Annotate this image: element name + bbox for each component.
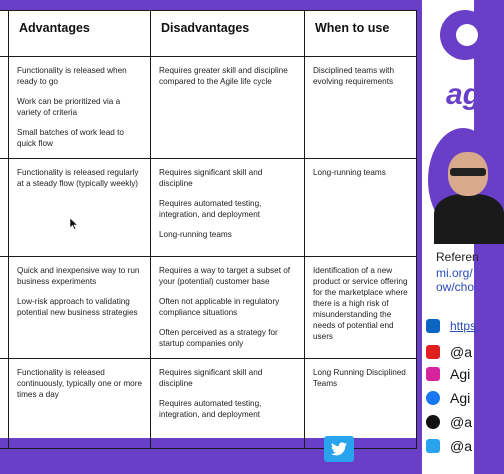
cell-text: Requires significant skill and discipline <box>159 368 263 388</box>
cell-text: Long-running teams <box>313 168 386 177</box>
social-linkedin[interactable] <box>426 316 478 336</box>
cell-text: Functionality is released when ready to go <box>17 66 127 86</box>
header-advantages: Advantages <box>9 11 151 57</box>
cell-text: Functionality is released continuously, typically one or more times a day <box>17 368 142 399</box>
tiktok-icon <box>426 415 440 429</box>
brand-logo-text: ag <box>446 78 482 111</box>
facebook-icon <box>426 391 440 405</box>
row-stub <box>0 57 9 159</box>
reference-label: Referen <box>436 250 479 264</box>
when-to-use-cell <box>305 359 417 449</box>
slide <box>0 10 416 438</box>
header-disadvantages: Disadvantages <box>151 11 305 57</box>
social-facebook[interactable] <box>426 388 478 408</box>
reference-link[interactable]: mi.org/ <box>436 266 473 280</box>
cell-text: Requires automated testing, integration, and deployment <box>159 399 262 419</box>
cell-text: Quick and inexpensive way to run business experiments <box>17 266 140 286</box>
social-youtube[interactable] <box>426 342 478 362</box>
cell-text: Requires significant skill and discipline <box>159 168 263 188</box>
table-row <box>0 159 417 257</box>
instagram-icon <box>426 367 440 381</box>
table-row <box>0 257 417 359</box>
cell-text: Often not applicable in regulatory compliance situations <box>159 297 280 317</box>
twitter-share-button[interactable] <box>324 436 354 462</box>
advantages-cell <box>9 159 151 257</box>
avatar-glasses <box>450 168 486 176</box>
table-row <box>0 57 417 159</box>
avatar-shirt <box>434 194 504 244</box>
brand-logo-mark-inner <box>456 24 478 46</box>
cell-text: Small batches of work lead to quick flow <box>17 128 124 148</box>
reference-link[interactable]: ow/cho <box>436 280 475 294</box>
cell-text: Low-risk approach to validating potential new business strategies <box>17 297 138 317</box>
cell-text: Requires a way to target a subset of your (potential) customer base <box>159 266 291 286</box>
advantages-cell <box>9 257 151 359</box>
row-stub <box>0 257 9 359</box>
row-stub <box>0 359 9 449</box>
cell-text: Requires automated testing, integration, and deployment <box>159 199 262 219</box>
youtube-icon <box>426 345 440 359</box>
cell-text: Identification of a new product or service offering for the marketplace where there is a high risk of misunderstanding the needs of potential end users <box>313 266 408 341</box>
social-instagram[interactable] <box>426 364 478 384</box>
social-facebook-text: Agi <box>450 390 471 406</box>
cell-text: Often perceived as a strategy for startup companies only <box>159 328 278 348</box>
header-row <box>0 11 417 57</box>
cursor-icon <box>70 218 78 230</box>
cell-text: Requires greater skill and discipline compared to the Agile life cycle <box>159 66 288 86</box>
twitter-icon <box>426 439 440 453</box>
twitter-icon <box>331 442 347 456</box>
linkedin-icon <box>426 319 440 333</box>
header-when-to-use: When to use <box>305 11 417 57</box>
social-youtube-text: @a <box>450 344 472 360</box>
social-twitter[interactable] <box>426 436 478 456</box>
row-stub <box>0 159 9 257</box>
comparison-table <box>0 10 417 449</box>
social-twitter-text: @a <box>450 438 472 454</box>
disadvantages-cell <box>151 257 305 359</box>
table-row <box>0 359 417 449</box>
disadvantages-cell <box>151 159 305 257</box>
social-instagram-text: Agi <box>450 366 471 382</box>
cell-text: Work can be prioritized via a variety of criteria <box>17 97 121 117</box>
disadvantages-cell <box>151 359 305 449</box>
advantages-cell <box>9 359 151 449</box>
presenter-avatar <box>428 128 498 232</box>
cell-text: Functionality is released regularly at a steady flow (typically weekly) <box>17 168 139 188</box>
advantages-cell <box>9 57 151 159</box>
social-tiktok-text: @a <box>450 414 472 430</box>
when-to-use-cell <box>305 57 417 159</box>
header-stub <box>0 11 9 57</box>
when-to-use-cell <box>305 257 417 359</box>
cell-text: Disciplined teams with evolving requirements <box>313 66 394 86</box>
social-linkedin-text: https <box>450 319 477 333</box>
social-tiktok[interactable] <box>426 412 478 432</box>
when-to-use-cell <box>305 159 417 257</box>
cell-text: Long-running teams <box>159 230 232 239</box>
disadvantages-cell <box>151 57 305 159</box>
cell-text: Long Running Disciplined Teams <box>313 368 406 388</box>
